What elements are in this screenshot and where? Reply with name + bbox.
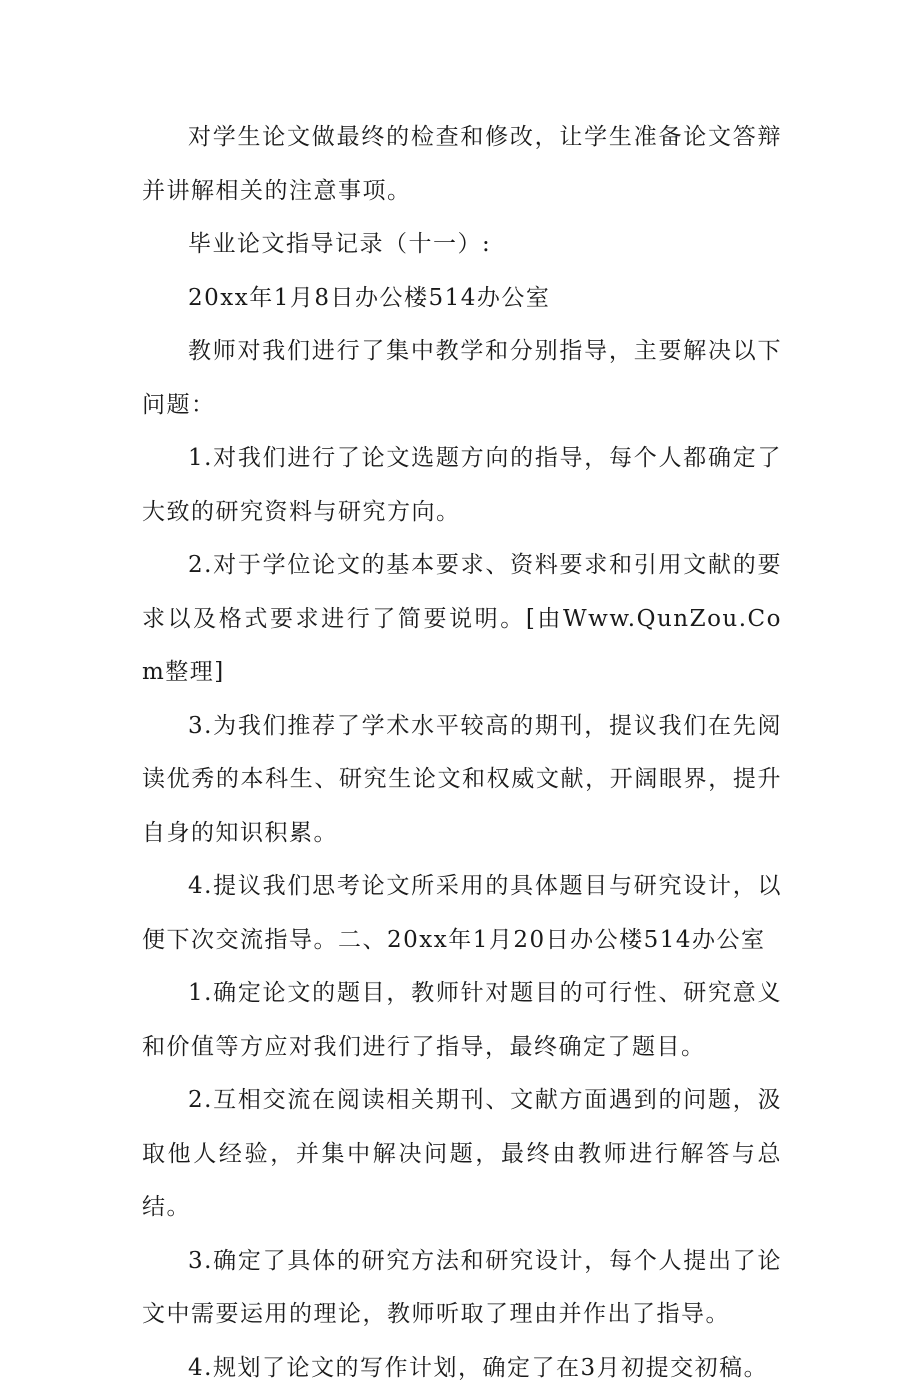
document-body — [142, 111, 782, 1395]
list-item: 2.互相交流在阅读相关期刊、文献方面遇到的问题，汲取他人经验，并集中解决问题，最终由教师进行解答与总结。 — [142, 1074, 782, 1235]
list-item: 2.对于学位论文的基本要求、资料要求和引用文献的要求以及格式要求进行了简要说明。[由Www.QunZou.Com整理] — [142, 539, 782, 700]
section-heading-record-11: 毕业论文指导记录（十一）: — [142, 218, 782, 272]
session-date-location: 20xx年1月8日办公楼514办公室 — [142, 272, 782, 326]
list-item: 4.提议我们思考论文所采用的具体题目与研究设计，以便下次交流指导。二、20xx年1月20日办公楼514办公室 — [142, 860, 782, 967]
list-item: 4.规划了论文的写作计划，确定了在3月初提交初稿。 — [142, 1342, 782, 1395]
list-item: 1.确定论文的题目，教师针对题目的可行性、研究意义和价值等方应对我们进行了指导，最终确定了题目。 — [142, 967, 782, 1074]
list-item: 3.为我们推荐了学术水平较高的期刊，提议我们在先阅读优秀的本科生、研究生论文和权威文献，开阔眼界，提升自身的知识积累。 — [142, 700, 782, 861]
paragraph-intro: 教师对我们进行了集中教学和分别指导，主要解决以下问题： — [142, 325, 782, 432]
list-item: 1.对我们进行了论文选题方向的指导，每个人都确定了大致的研究资料与研究方向。 — [142, 432, 782, 539]
paragraph-final-check: 对学生论文做最终的检查和修改，让学生准备论文答辩并讲解相关的注意事项。 — [142, 111, 782, 218]
list-item: 3.确定了具体的研究方法和研究设计，每个人提出了论文中需要运用的理论，教师听取了理由并作出了指导。 — [142, 1235, 782, 1342]
